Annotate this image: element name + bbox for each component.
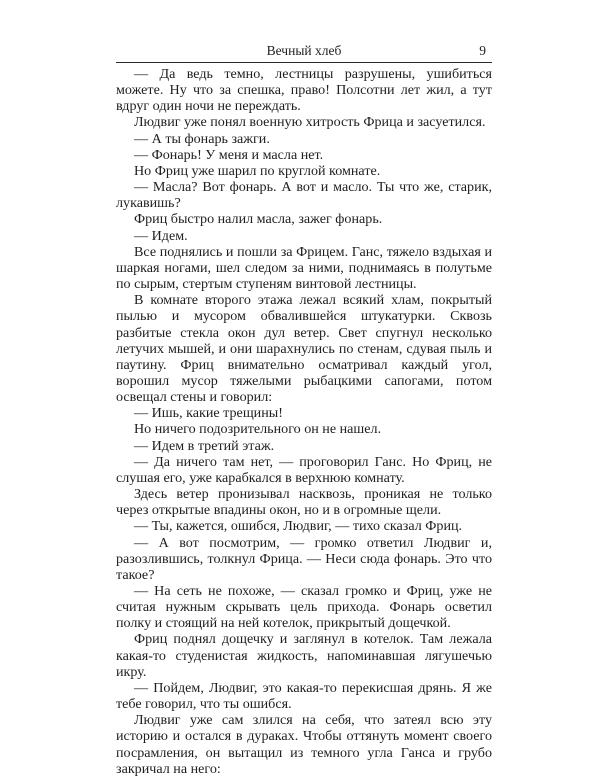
paragraph: — Да ведь темно, лестницы разрушены, ушибиться можете. Ну что за спешка, право! Полсотни лет жил, а тут вдруг один ночи не переждать. <box>116 66 492 115</box>
body-text <box>116 66 492 777</box>
paragraph: Людвиг уже сам злился на себя, что затеял всю эту историю и остался в дураках. Чтобы оттянуть момент своего посрамления, он вытащил из темного угла Ганса и грубо закричал на него: <box>116 712 492 777</box>
running-header <box>116 40 492 63</box>
paragraph: Но Фриц уже шарил по круглой комнате. <box>134 162 381 179</box>
paragraph: — Идем. <box>134 227 188 244</box>
paragraph: Фриц быстро налил масла, зажег фонарь. <box>134 211 383 228</box>
paragraph: — Масла? Вот фонарь. А вот и масло. Ты что же, старик, лукавишь? <box>116 179 492 212</box>
paragraph: В комнате второго этажа лежал всякий хлам, покрытый пылью и мусором обвалившейся штукатурки. Сквозь разбитые стекла окон дул ветер. Свет спугнул несколько летучих мышей, и они шарахнулись по стенам, сдувая пыль и паутину. Фриц внимательно осматривал каждый угол, ворошил мусор тяжелыми рыбацкими сапогами, потом освещал стены и говорил: <box>116 292 492 406</box>
paragraph: Фриц поднял дощечку и заглянул в котелок. Там лежала какая-то студенистая жидкость, напоминавшая лягушечью икру. <box>116 631 492 680</box>
paragraph: — А ты фонарь зажги. <box>134 130 270 147</box>
paragraph: — Идем в третий этаж. <box>134 437 275 454</box>
paragraph: Но ничего подозрительного он не нашел. <box>134 421 382 438</box>
paragraph: — Да ничего там нет, — проговорил Ганс. Но Фриц, не слушая его, уже карабкался в верхнюю комнату. <box>116 453 492 486</box>
paragraph: Людвиг уже понял военную хитрость Фрица и засуетился. <box>134 114 486 131</box>
running-title: Вечный хлеб <box>266 43 342 58</box>
paragraph: — Пойдем, Людвиг, это какая-то перекисшая дрянь. Я же тебе говорил, что ты ошибся. <box>116 679 492 713</box>
page-number: 9 <box>479 43 486 58</box>
paragraph: — Ты, кажется, ошибся, Людвиг, — тихо сказал Фриц. <box>134 518 463 535</box>
paragraph: — А вот посмотрим, — громко ответил Людвиг и, разозлившись, толкнул Фрица. — Неси сюда фонарь. Это что такое? <box>116 534 492 583</box>
paragraph: — Фонарь! У меня и масла нет. <box>134 146 324 163</box>
paragraph: — Ишь, какие трещины! <box>134 405 283 422</box>
paragraph: — На сеть не похоже, — сказал громко и Фриц, уже не считая нужным скрывать цель прихода. Фонарь осветил полку и стоящий на ней котелок, прикрытый дощечкой. <box>116 583 492 632</box>
paragraph: Здесь ветер пронизывал насквозь, проникая не только через открытые впадины окон, но и в огромные щели. <box>116 486 492 519</box>
paragraph: Все поднялись и пошли за Фрицем. Ганс, тяжело вздыхая и шаркая ногами, шел следом за ними, поднимаясь в полутьме по сырым, стертым ступеням винтовой лестницы. <box>116 243 492 293</box>
